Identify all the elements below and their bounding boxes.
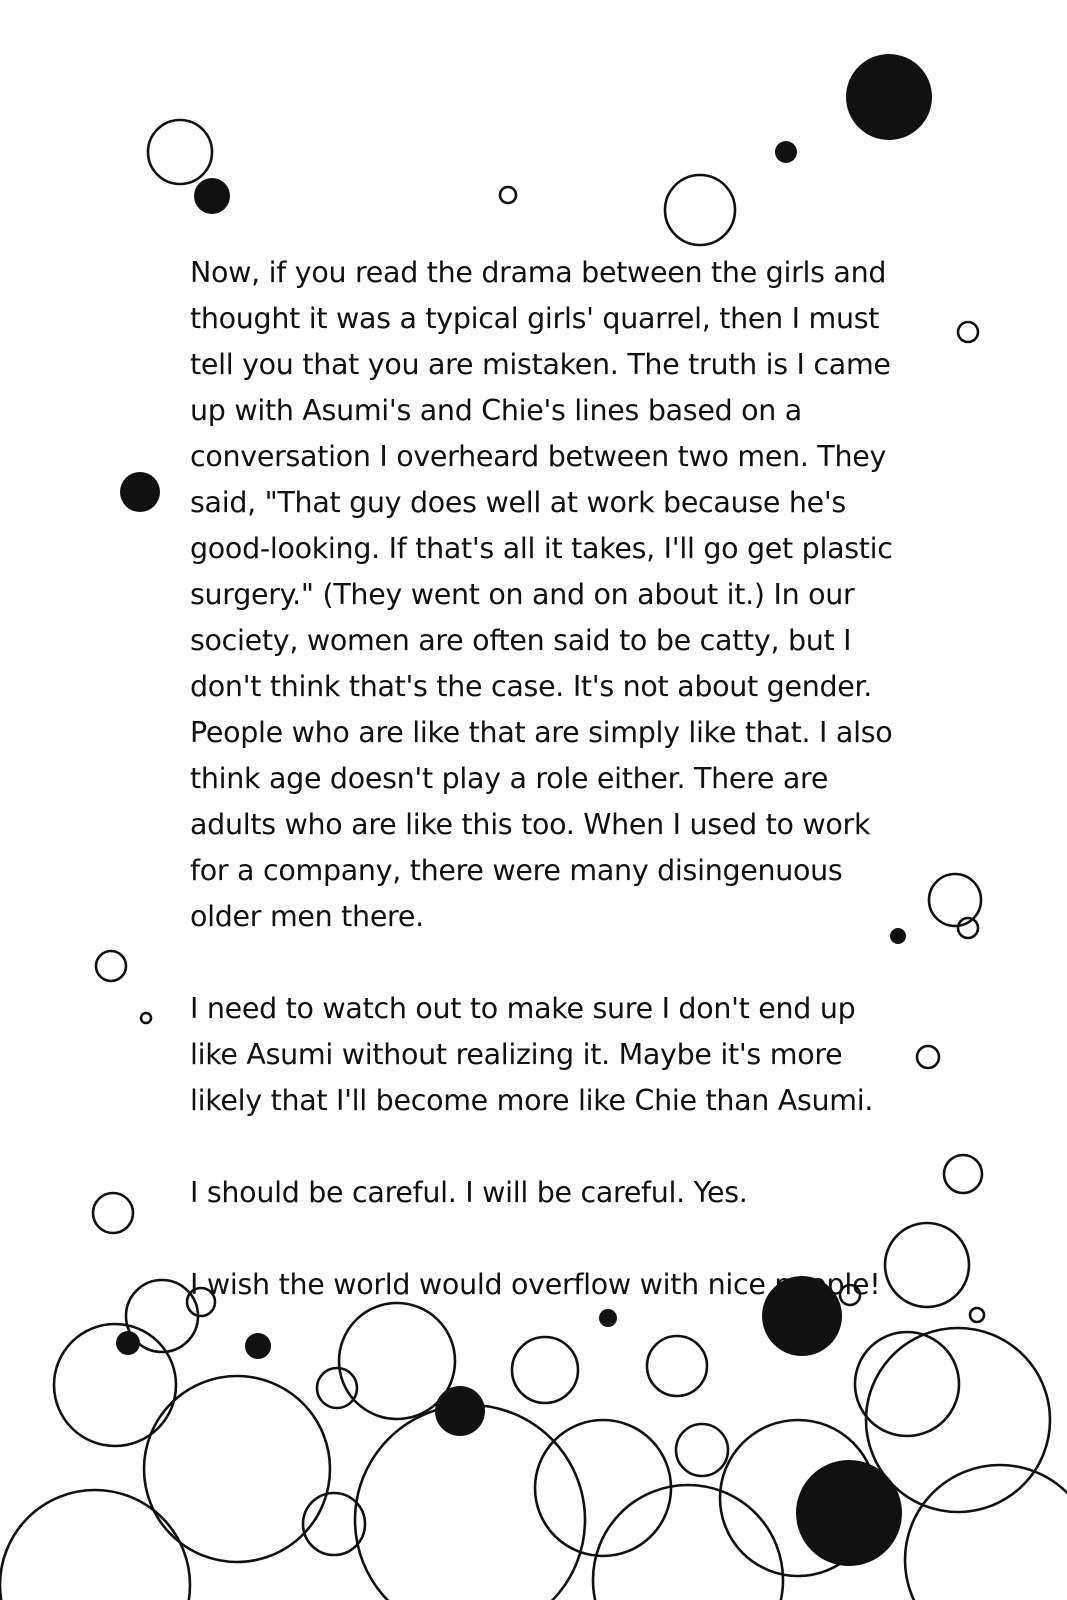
body-text — [190, 250, 910, 1354]
paragraph: Now, if you read the drama between the girls and thought it was a typical girls' quarrel, then I must tell you that you are mistaken. The truth is I came up with Asumi's and Chie's lines based on a conversation I overheard between two men. They said, "That guy does well at work because he's good-looking. If that's all it takes, I'll go get plastic surgery." (They went on and on about it.) In our society, women are often said to be catty, but I don't think that's the case. It's not about gender. People who are like that are simply like that. I also think age doesn't play a role either. There are adults who are like this too. When I used to work for a company, there were many disingenuous older men there. — [190, 256, 893, 933]
paragraph: I wish the world would overflow with nice people! — [190, 1268, 881, 1301]
paragraph: I need to watch out to make sure I don't end up like Asumi without realizing it. Maybe it's more likely that I'll become more like Chie than Asumi. — [190, 992, 874, 1117]
paragraph: I should be careful. I will be careful. Yes. — [190, 1176, 748, 1209]
